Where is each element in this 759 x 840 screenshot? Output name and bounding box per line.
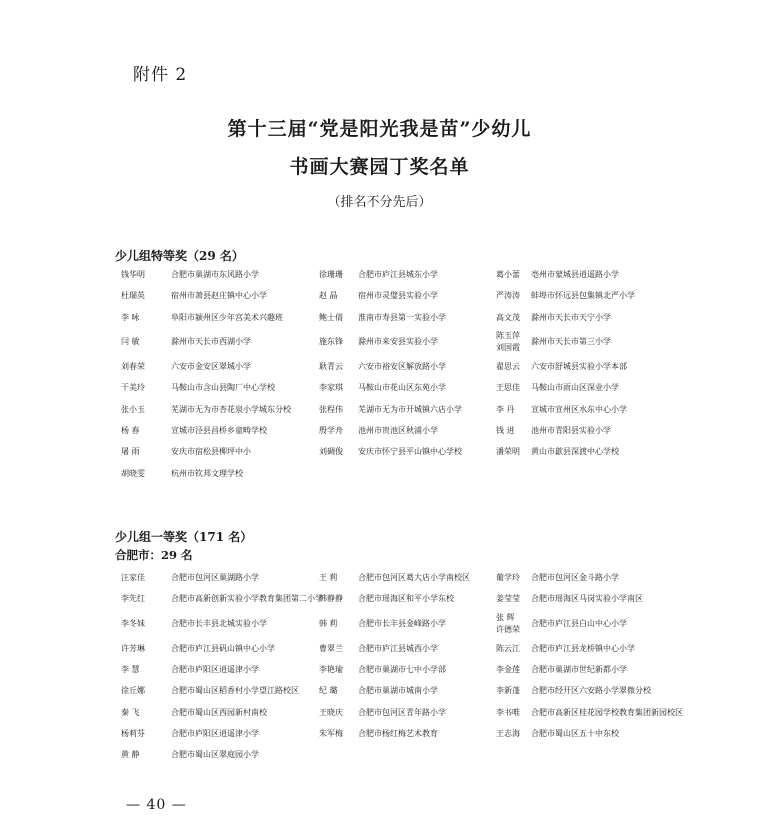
recipient-school: 合肥市经开区六安路小学翠微分校: [531, 686, 651, 696]
recipient-name: 张小玉: [121, 404, 145, 414]
recipient-school: 合肥市蜀山区西园新村南校: [171, 707, 267, 717]
recipient-name: 李 丹: [496, 404, 515, 414]
recipient-school: 合肥市包河区青年路小学: [358, 707, 446, 717]
recipient-name: 耿青云: [319, 362, 343, 372]
recipient-name: 李家琪: [319, 383, 343, 393]
recipient-name: 李 慧: [121, 665, 140, 675]
recipient-school: 合肥市杨红梅艺术教育: [358, 728, 438, 738]
award-row: [121, 398, 661, 419]
recipient-name: 高文茂: [496, 312, 520, 322]
recipient-school: 蚌埠市怀远县包集镇北严小学: [531, 291, 635, 301]
recipient-name: 李 咏: [121, 312, 140, 322]
recipient-name: 杜瑞英: [121, 291, 145, 301]
recipient-school: 黄山市歙县深渡中心学校: [531, 447, 619, 457]
recipient-name: 李先红: [121, 594, 145, 604]
award-row: [121, 377, 661, 398]
section1-list: [121, 264, 661, 484]
award-row: [121, 264, 661, 285]
award-row: [121, 680, 661, 701]
recipient-name: 干美玲: [121, 383, 145, 393]
award-row: [121, 588, 661, 609]
award-row: [121, 356, 661, 377]
recipient-name: 潘荣明: [496, 447, 520, 457]
document-title-line2: 书画大赛园丁奖名单: [289, 156, 470, 178]
recipient-school: 合肥市巢湖市世纪新都小学: [531, 665, 627, 675]
recipient-name: 纪 璐: [319, 686, 338, 696]
page-number: — 40 —: [126, 797, 187, 813]
award-row: [121, 567, 661, 588]
recipient-name: 朱军梅: [319, 728, 343, 738]
recipient-school: 合肥市庐阳区逍遥津小学: [171, 665, 259, 675]
recipient-name: 杨 春: [121, 425, 140, 435]
recipient-name: 刘碉俊: [319, 447, 343, 457]
recipient-school: 滁州市天长市第三小学: [531, 337, 611, 347]
recipient-name: 李书唯: [496, 707, 520, 717]
recipient-name: 屠 雨: [121, 447, 140, 457]
recipient-name: 徐丘娜: [121, 686, 145, 696]
recipient-name: 翟思云: [496, 362, 520, 372]
award-row: [121, 462, 661, 483]
recipient-school: 阜阳市颍州区少年宫美术兴趣班: [171, 312, 283, 322]
recipient-school: 滁州市天长市天宁小学: [531, 312, 611, 322]
recipient-school: 合肥市巢湖市七中小学部: [358, 665, 446, 675]
recipient-school: 合肥市庐江县矾山镇中心小学: [171, 643, 275, 653]
recipient-school: 芜湖市无为市开城镇六店小学: [358, 404, 462, 414]
recipient-name: 李金莲: [496, 665, 520, 675]
recipient-name-stack: [496, 612, 520, 636]
recipient-school: 合肥市长丰县北城实验小学: [171, 619, 267, 629]
recipient-name: 闫 敏: [121, 337, 140, 347]
recipient-school: 宣城市宣州区水东中心小学: [531, 404, 627, 414]
recipient-name: 殷学舟: [319, 425, 343, 435]
recipient-school: 安庆市宿松县柳坪中小: [171, 447, 251, 457]
recipient-name: 王 莉: [319, 573, 338, 583]
recipient-school: 芜湖市无为市杏花泉小学城东分校: [171, 404, 291, 414]
recipient-name: 钱 进: [496, 425, 515, 435]
award-row: [121, 638, 661, 659]
recipient-name-line: 许德荣: [496, 624, 520, 634]
recipient-school: 马鞍山市含山县陶厂中心学校: [171, 383, 275, 393]
recipient-school: 合肥市瑶海区和平小学东校: [358, 594, 454, 604]
award-row: [121, 328, 661, 356]
recipient-school: 合肥市高新创新实验小学教育集团第二小学: [171, 594, 323, 604]
recipient-name: 李艳瑜: [319, 665, 343, 675]
recipient-school: 马鞍山市雨山区深业小学: [531, 383, 619, 393]
recipient-school: 六安市金安区翠城小学: [171, 362, 251, 372]
recipient-school: 六安市舒城县实验小学本部: [531, 362, 627, 372]
recipient-name: 严涛涛: [496, 291, 520, 301]
recipient-school: 合肥市蜀山区稻香村小学望江路校区: [171, 686, 299, 696]
recipient-school: 合肥市庐江县龙桥镇中心小学: [531, 643, 635, 653]
recipient-name: 徐珊珊: [319, 270, 343, 280]
recipient-name: 李冬妹: [121, 619, 145, 629]
recipient-school: 淮南市寿县第一实验小学: [358, 312, 446, 322]
recipient-school: 合肥市蜀山区翠庭园小学: [171, 750, 259, 760]
recipient-school: 合肥市高新区桂花园学校教育集团新园校区: [531, 707, 683, 717]
recipient-school: 滁州市来安县实验小学: [358, 337, 438, 347]
recipient-name: 姜莹莹: [496, 594, 520, 604]
award-row: [121, 610, 661, 638]
recipient-name: 韩 莉: [319, 619, 338, 629]
recipient-name: 杨莉芬: [121, 728, 145, 738]
recipient-name: 赵 晶: [319, 291, 338, 301]
recipient-name: 钱华明: [121, 270, 145, 280]
recipient-school: 宿州市萧县赵庄镇中心小学: [171, 291, 267, 301]
recipient-name-stack: [496, 330, 520, 354]
award-row: [121, 744, 661, 765]
section2-list: [121, 567, 683, 765]
recipient-name: 曹翠兰: [319, 643, 343, 653]
recipient-name-line: 张 辉: [496, 612, 515, 622]
recipient-name: 陈云江: [496, 643, 520, 653]
recipient-name: 葛小蕾: [496, 270, 520, 280]
recipient-school: 宿州市灵璧县实验小学: [358, 291, 438, 301]
recipient-name-line: 陈玉萍: [496, 330, 520, 340]
recipient-school: 滁州市天长市西湖小学: [171, 337, 251, 347]
recipient-school: 合肥市庐江县城东小学: [358, 270, 438, 280]
award-row: [121, 659, 661, 680]
recipient-name: 许芳琳: [121, 643, 145, 653]
recipient-name: 张程伟: [319, 404, 343, 414]
recipient-school: 合肥市庐江县白山中心小学: [531, 619, 627, 629]
attachment-label: 附件 2: [133, 65, 188, 85]
section2-heading: 少儿组一等奖（171 名）: [115, 530, 253, 544]
recipient-name: 刘春荣: [121, 362, 145, 372]
recipient-name: 秦 飞: [121, 707, 140, 717]
recipient-school: 安庆市怀宁县平山镇中心学校: [358, 447, 462, 457]
recipient-school: 合肥市包河区巢湖路小学: [171, 573, 259, 583]
award-row: [121, 420, 661, 441]
recipient-school: 合肥市巢湖市城南小学: [358, 686, 438, 696]
recipient-school: 合肥市巢湖市东风路小学: [171, 270, 259, 280]
recipient-name: 王志海: [496, 728, 520, 738]
document-title-line1: 第十三届“党是阳光我是苗”少幼儿: [227, 118, 532, 140]
recipient-school: 池州市青阳县实验小学: [531, 425, 611, 435]
recipient-school: 合肥市瑶海区马岗实验小学南区: [531, 594, 643, 604]
recipient-name: 胡晓雯: [121, 468, 145, 478]
recipient-school: 马鞍山市花山区东苑小学: [358, 383, 446, 393]
recipient-name-line: 刘国霞: [496, 342, 520, 352]
award-row: [121, 701, 683, 722]
recipient-school: 合肥市蜀山区五十中东校: [531, 728, 619, 738]
recipient-school: 合肥市庐江县城西小学: [358, 643, 438, 653]
recipient-name: 施东锋: [319, 337, 343, 347]
recipient-name: 王思佳: [496, 383, 520, 393]
recipient-school: 合肥市包河区葛大店小学南校区: [358, 573, 470, 583]
award-row: [121, 285, 661, 306]
recipient-name: 鲍士倩: [319, 312, 343, 322]
award-row: [121, 307, 661, 328]
recipient-school: 宣城市泾县昌桥乡童畴学校: [171, 425, 267, 435]
recipient-name: 葡学玲: [496, 573, 520, 583]
recipient-school: 亳州市蒙城县逍遥路小学: [531, 270, 619, 280]
recipient-name: 黄 静: [121, 750, 140, 760]
award-row: [121, 723, 661, 744]
recipient-name: 汪家佳: [121, 573, 145, 583]
section1-heading: 少儿组特等奖（29 名）: [115, 249, 244, 263]
recipient-name: 李新蓬: [496, 686, 520, 696]
recipient-school: 合肥市庐阳区逍遥津小学: [171, 728, 259, 738]
recipient-school: 池州市贵池区秋浦小学: [358, 425, 438, 435]
recipient-school: 合肥市包河区金斗路小学: [531, 573, 619, 583]
document-subtitle: （排名不分先后）: [327, 195, 432, 210]
section2-city-heading: 合肥市：29 名: [115, 548, 193, 562]
recipient-school: 杭州市钦邦文理学校: [171, 468, 243, 478]
recipient-name: 王晓庆: [319, 707, 343, 717]
recipient-name: 韩静静: [319, 594, 343, 604]
recipient-school: 合肥市长丰县金峰路小学: [358, 619, 446, 629]
award-row: [121, 441, 661, 462]
recipient-school: 六安市裕安区解放路小学: [358, 362, 446, 372]
